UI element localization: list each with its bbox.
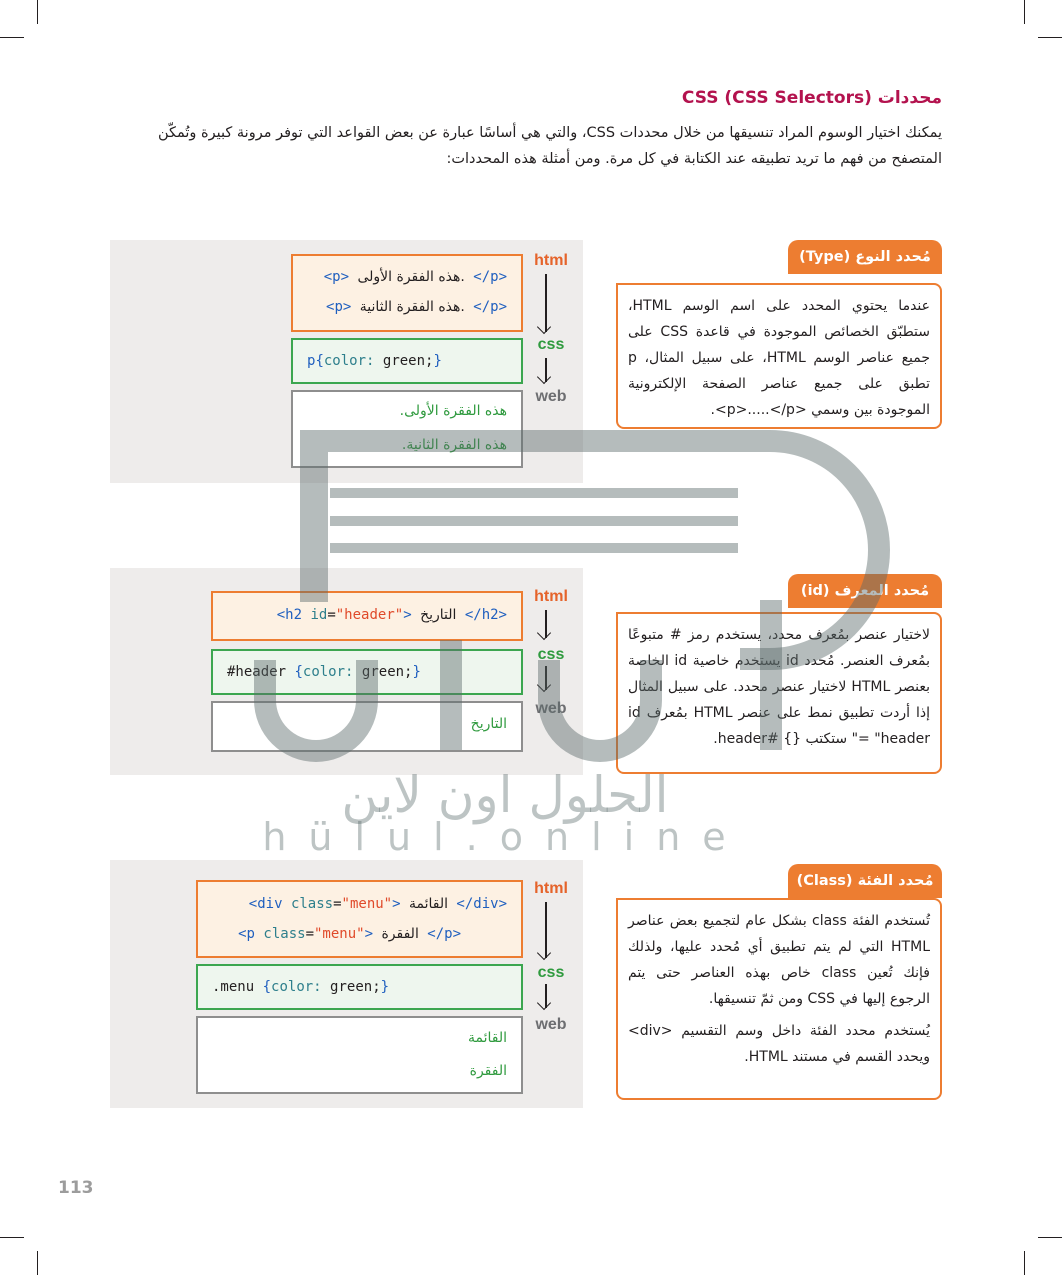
description-text: عندما يحتوي المحدد على اسم الوسم HTML، ستطبّق الخصائص الموجودة في قاعدة CSS على جميع عناصر الوسم HTML، على سبيل المثال، p تطبق على جميع عناصر الصفحة الإلكترونية الموجودة بين وسمي <p>.....</p>. <box>628 298 931 418</box>
html-code-box <box>291 254 523 332</box>
flow-label-css: css <box>537 646 565 663</box>
flow-label-html: html <box>534 252 568 269</box>
open-tag: <div <box>248 896 283 912</box>
html-code-line <box>293 299 507 315</box>
crop-mark <box>0 1237 24 1238</box>
attribute-name: class <box>263 926 306 942</box>
section-label-class: مُحدد الفئة (Class) <box>788 864 942 898</box>
crop-mark <box>1038 1237 1062 1238</box>
tag-end: > <box>364 926 374 942</box>
crop-mark <box>37 0 38 24</box>
description-text: تُستخدم الفئة class بشكل عام لتجميع بعض عناصر HTML التي لم يتم تطبيق أي مُحدد عليها، ولذلك فإنك تُعين class خاص بهذه العناصر حتى يتم الرجوع إليها في CSS ومن ثمّ تنسيقها. <box>628 913 930 1007</box>
intro-line: المتصفح من فهم ما تريد تطبيقه عند الكتابة في كل مرة. ومن أمثلة هذه المحددات: <box>446 151 942 167</box>
watermark-arabic: الحلول اون لاين <box>341 766 669 824</box>
intro-paragraph <box>112 120 942 172</box>
attribute-value: "header" <box>335 607 404 623</box>
html-code-line <box>293 269 507 285</box>
html-code-line <box>198 896 507 912</box>
crop-mark <box>0 37 24 38</box>
paragraph-text: الفقرة <box>381 926 419 942</box>
flow-label-html: html <box>534 588 568 605</box>
web-output-text: الفقرة <box>469 1063 507 1079</box>
close-tag: </h2> <box>464 607 507 623</box>
html-code-line <box>198 926 461 942</box>
css-code-box <box>211 649 523 695</box>
description-text: لاختيار عنصر بمُعرف محدد، يستخدم رمز # متبوعًا بمُعرف العنصر. مُحدد id يستخدم خاصية id الخاصة بعنصر HTML لاختيار عنصر محدد. على سبيل المثال إذا أردت تطبيق نمط على عنصر HTML بمُعرف id = "header" ستكتب {} #header. <box>628 627 930 747</box>
attribute-value: "menu" <box>314 926 365 942</box>
attribute-equals: = <box>305 926 314 942</box>
crop-mark <box>1038 37 1062 38</box>
web-output-text: هذه الفقرة الأولى. <box>399 403 507 419</box>
attribute-equals: = <box>333 896 342 912</box>
css-code-line: #header {color: green;} <box>227 664 421 680</box>
css-code-line: .menu {color: green;} <box>212 979 390 995</box>
paragraph-text: هذه الفقرة الأولى. <box>357 269 465 285</box>
crop-mark <box>1024 0 1025 24</box>
close-tag: </p> <box>473 269 507 285</box>
section-label-id: مُحدد المعرف (id) <box>788 574 942 608</box>
attribute-value: "menu" <box>341 896 393 912</box>
close-tag: </div> <box>456 896 507 912</box>
css-selector: .menu <box>212 979 255 995</box>
flow-label-html: html <box>534 880 568 897</box>
tag-end: > <box>392 896 401 912</box>
html-code-line <box>213 607 507 623</box>
flow-label-web: web <box>535 700 567 717</box>
css-value: green; <box>330 979 381 995</box>
css-value: green; <box>382 353 434 369</box>
description-text: يُستخدم محدد الفئة داخل وسم التقسيم <div> ويحدد القسم في مستند HTML. <box>628 1023 930 1065</box>
css-code-box <box>291 338 523 384</box>
css-selector: #header <box>227 664 287 680</box>
open-tag: <p <box>238 926 255 942</box>
open-tag: <p> <box>323 269 350 285</box>
flow-label-web: web <box>535 1016 567 1033</box>
open-tag: <h2 <box>276 607 303 623</box>
css-code-box <box>196 964 523 1010</box>
page-title: محددات CSS (CSS Selectors) <box>681 88 942 108</box>
html-code-box <box>211 591 523 641</box>
arrow-down-icon <box>537 370 551 384</box>
section-description-id <box>616 612 942 774</box>
section-description-type <box>616 283 942 429</box>
css-property: color: <box>271 979 322 995</box>
section-label-type: مُحدد النوع (Type) <box>788 240 942 274</box>
watermark-stripe <box>330 488 738 498</box>
web-output-text: هذه الفقرة الثانية. <box>401 437 507 453</box>
tag-end: > <box>403 607 412 623</box>
flow-label-css: css <box>537 964 565 981</box>
css-selector: p <box>307 353 316 369</box>
web-output-box <box>211 701 523 752</box>
watermark-stripe <box>330 543 738 553</box>
flow-label-web: web <box>535 388 567 405</box>
attribute-name: id <box>310 607 328 623</box>
page-number: 113 <box>58 1178 94 1198</box>
arrow-down-icon <box>537 996 551 1010</box>
paragraph-text: هذه الفقرة الثانية. <box>359 299 465 315</box>
crop-mark <box>1024 1251 1025 1275</box>
attribute-equals: = <box>327 607 336 623</box>
css-code-line: p{color: green;} <box>307 353 442 369</box>
arrow-down-icon <box>537 678 551 692</box>
flow-diagram <box>526 880 576 1040</box>
css-property: color: <box>302 664 354 680</box>
arrow-down-icon <box>537 320 551 334</box>
html-code-box <box>196 880 523 958</box>
menu-text: القائمة <box>408 896 448 912</box>
attribute-name: class <box>290 896 334 912</box>
css-property: color: <box>323 353 375 369</box>
crop-mark <box>37 1251 38 1275</box>
close-tag: </p> <box>427 926 461 942</box>
close-tag: </p> <box>473 299 507 315</box>
section-description-class <box>616 898 942 1100</box>
web-output-box <box>196 1016 523 1094</box>
intro-line: يمكنك اختيار الوسوم المراد تنسيقها من خلال محددات CSS، والتي هي أساسًا عبارة عن بعض القواعد التي توفر مرونة كبيرة وتُمكّن <box>157 125 942 141</box>
flow-label-css: css <box>537 336 565 353</box>
css-value: green; <box>361 664 413 680</box>
heading-text: التاريخ <box>420 607 457 623</box>
arrow-down-icon <box>537 626 551 640</box>
flow-diagram <box>526 588 576 723</box>
web-output-text: القائمة <box>468 1030 507 1046</box>
web-output-text: التاريخ <box>470 716 507 732</box>
web-output-box <box>291 390 523 468</box>
watermark-latin: hülul.online <box>262 815 748 859</box>
open-tag: <p> <box>326 299 352 315</box>
watermark-stripe <box>330 516 738 526</box>
flow-diagram <box>526 252 576 412</box>
arrow-down-icon <box>537 946 551 960</box>
